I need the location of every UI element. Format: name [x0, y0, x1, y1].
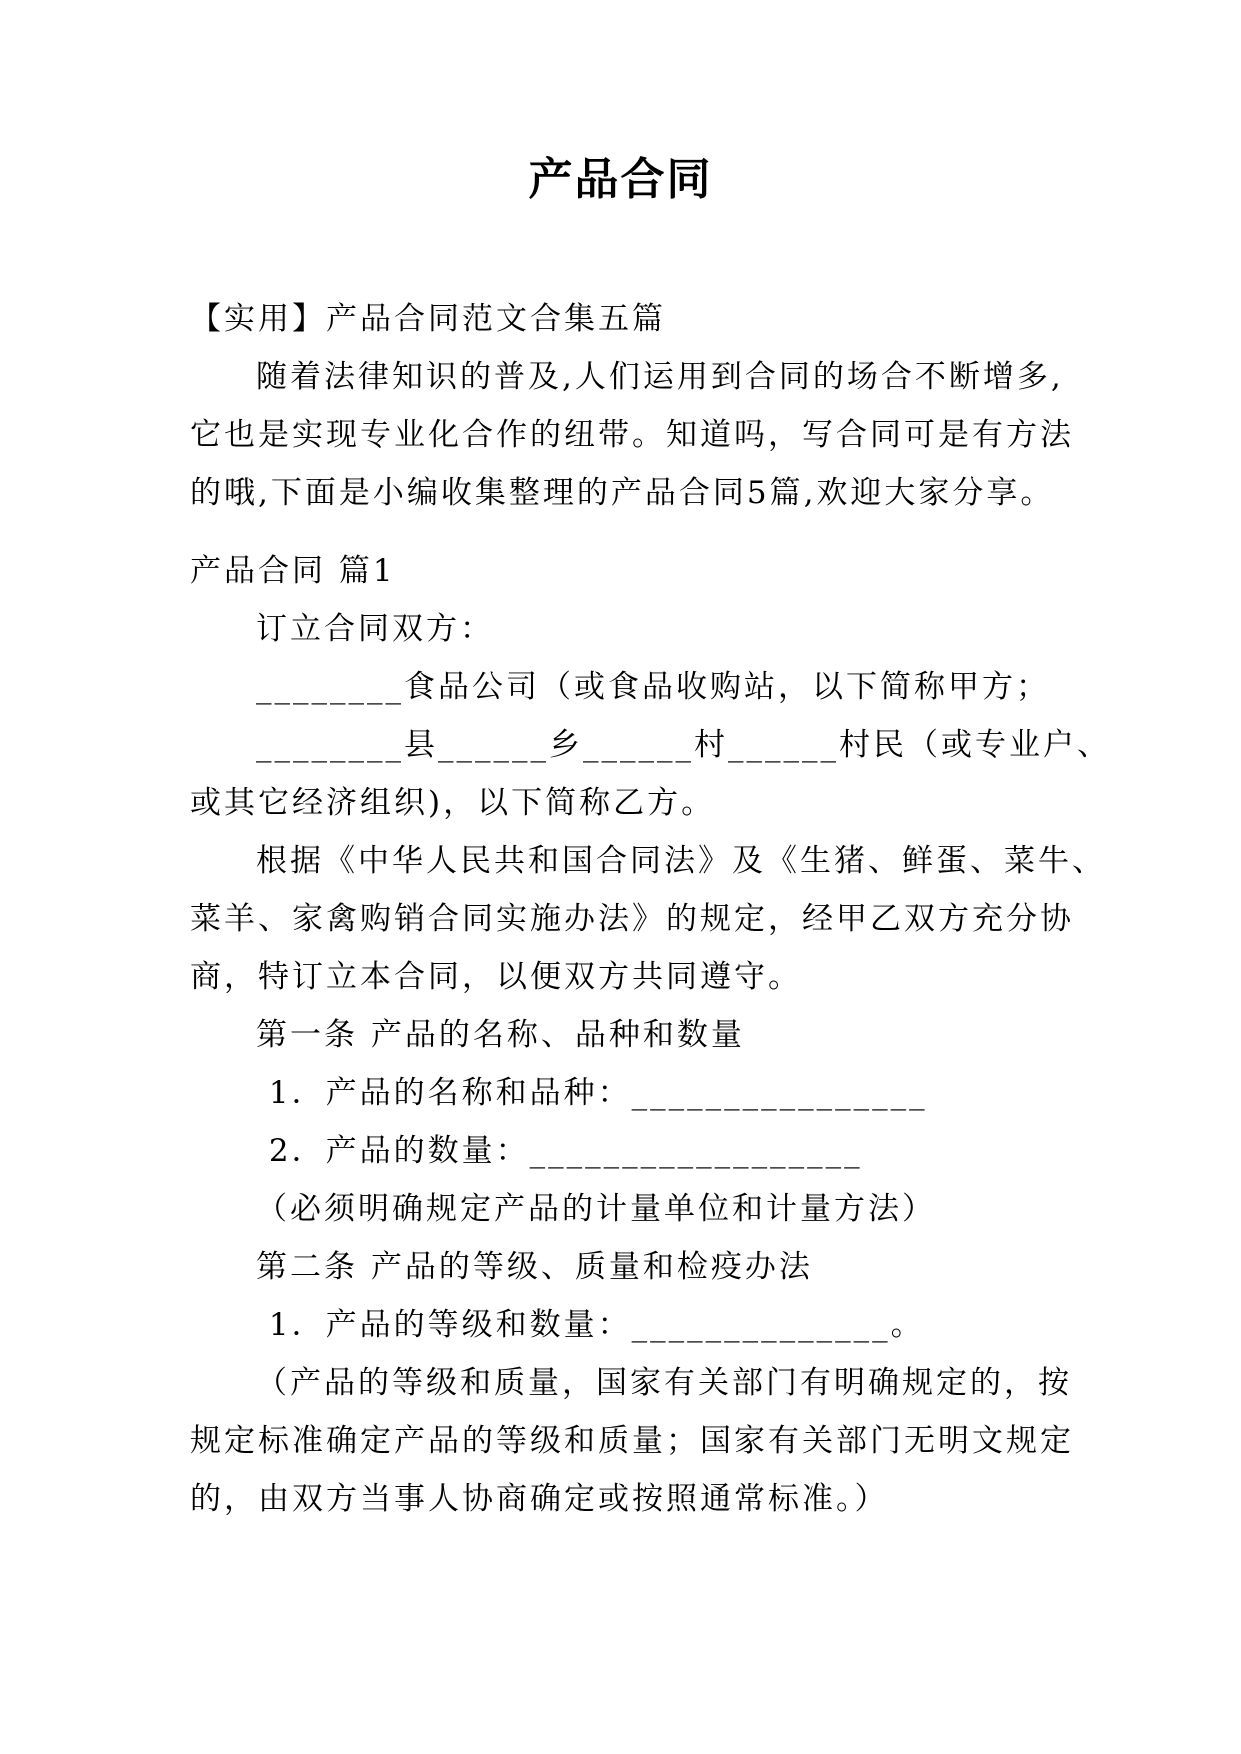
- subtitle: 【实用】产品合同范文合集五篇: [190, 301, 666, 337]
- body-line-2: ________食品公司（或食品收购站，以下简称甲方；: [256, 669, 1050, 705]
- body-line-4: 或其它经济组织)，以下简称乙方。: [190, 785, 716, 821]
- body-line-1: 订立合同双方：: [256, 611, 494, 647]
- page-title: 产品合同: [528, 154, 713, 205]
- intro-line-3: 的哦,下面是小编收集整理的产品合同5篇,欢迎大家分享。: [190, 475, 1055, 511]
- article-2-item-1: 1．产品的等级和数量：______________。: [256, 1307, 925, 1343]
- article-1-item-1: 1．产品的名称和品种：________________: [256, 1075, 928, 1111]
- intro-line-1: 随着法律知识的普及,人们运用到合同的场合不断增多,: [256, 359, 1064, 395]
- intro-line-2: 它也是实现专业化合作的纽带。知道吗，写合同可是有方法: [190, 417, 1074, 453]
- article-1-heading: 第一条 产品的名称、品种和数量: [256, 1017, 745, 1053]
- document-body: [190, 290, 1111, 1528]
- article-2-note-line-2: 规定标准确定产品的等级和质量；国家有关部门无明文规定: [190, 1423, 1074, 1459]
- article-2-note-line-1: （产品的等级和质量，国家有关部门有明确规定的，按: [256, 1365, 1072, 1401]
- spacer: [190, 522, 1060, 542]
- article-2-note-line-3: 的，由双方当事人协商确定或按照通常标准。）: [190, 1481, 889, 1517]
- article-2-heading: 第二条 产品的等级、质量和检疫办法: [256, 1249, 813, 1285]
- body-line-7: 商，特订立本合同，以便双方共同遵守。: [190, 959, 802, 995]
- article-1-note: （必须明确规定产品的计量单位和计量方法）: [256, 1191, 936, 1227]
- body-line-3: ________县______乡______村______村民（或专业户、: [256, 727, 1111, 763]
- body-line-6: 菜羊、家禽购销合同实施办法》的规定，经甲乙双方充分协: [190, 901, 1074, 937]
- body-line-5: 根据《中华人民共和国合同法》及《生猪、鲜蛋、菜牛、: [256, 843, 1106, 879]
- section-heading: 产品合同 篇1: [190, 553, 396, 589]
- article-1-item-2: 2．产品的数量：__________________: [256, 1133, 863, 1169]
